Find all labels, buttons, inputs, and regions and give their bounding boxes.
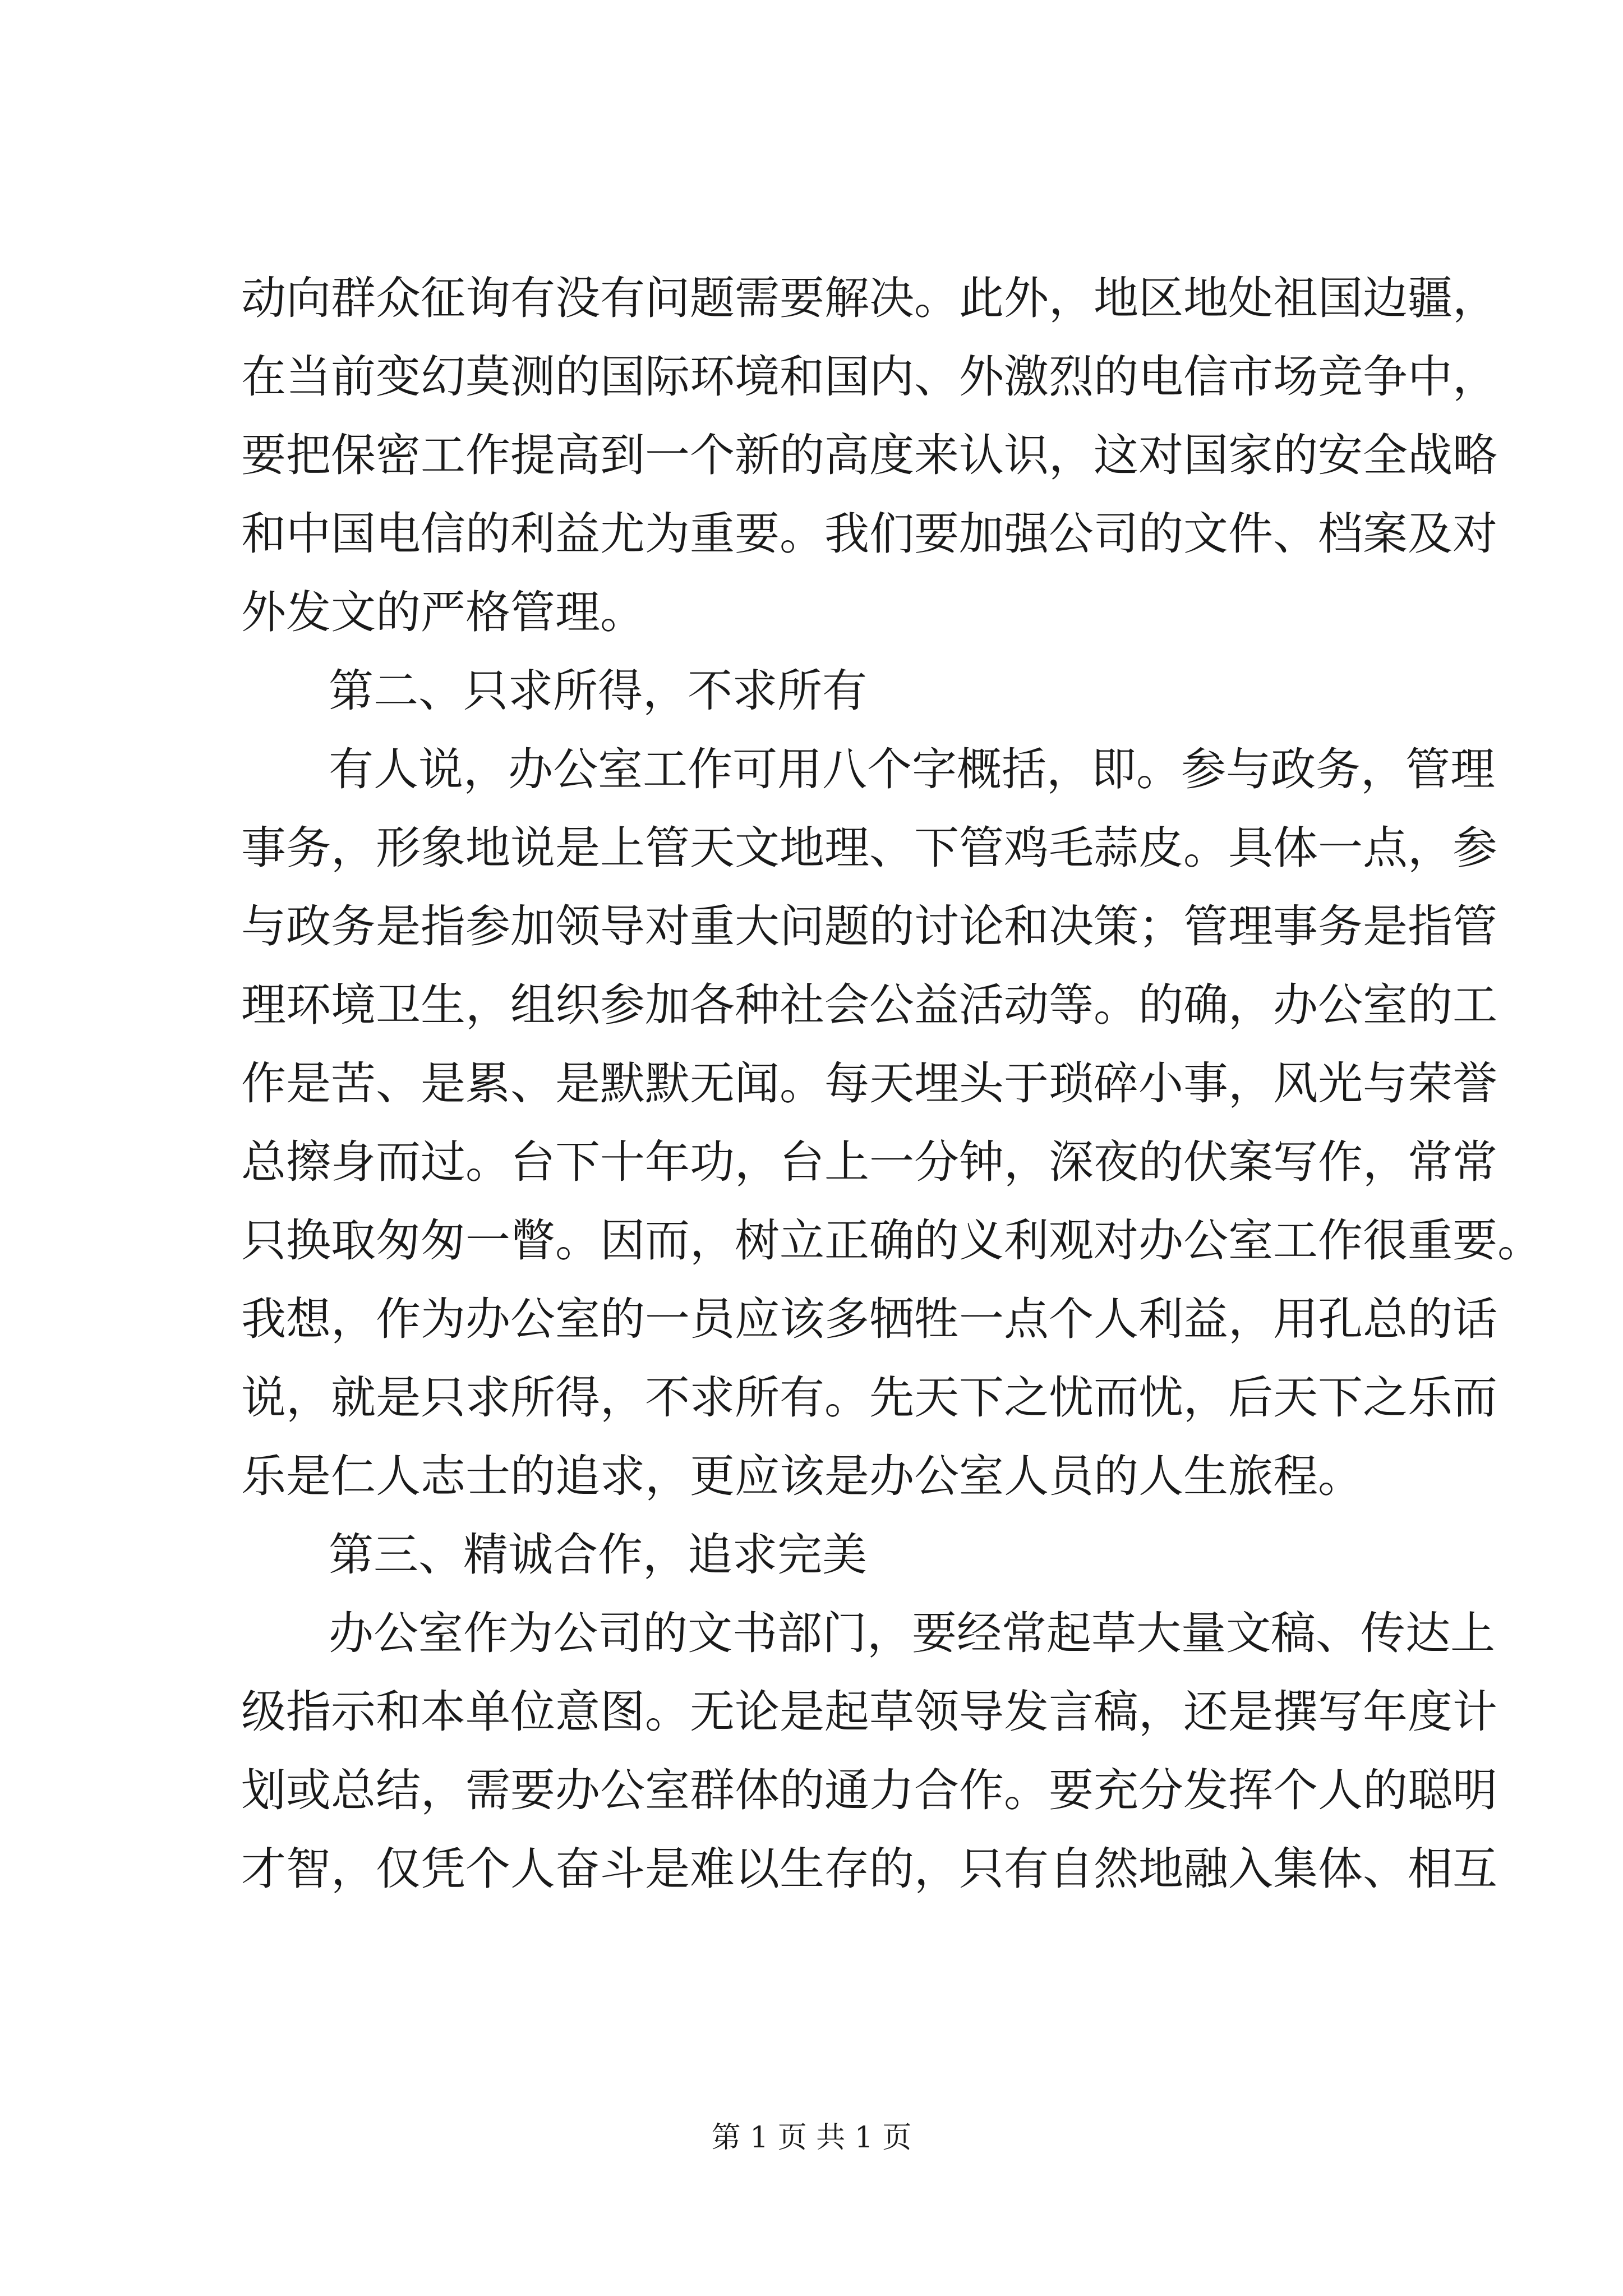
paragraph-line: 理环境卫生，组织参加各种社会公益活动等。的确，办公室的工 [241, 979, 1497, 1031]
paragraph-line: 只换取匆匆一瞥。因而，树立正确的义利观对办公室工作很重要。 [241, 1214, 1542, 1267]
paragraph-line: 动向群众征询有没有问题需要解决。此外，地区地处祖国边疆， [241, 272, 1497, 324]
paragraph-line: 级指示和本单位意图。无论是起草领导发言稿，还是撰写年度计 [241, 1686, 1497, 1738]
paragraph-line: 与政务是指参加领导对重大问题的讨论和决策；管理事务是指管 [241, 900, 1497, 953]
paragraph-line: 才智，仅凭个人奋斗是难以生存的，只有自然地融入集体、相互 [241, 1843, 1497, 1895]
paragraph-line: 办公室作为公司的文书部门，要经常起草大量文稿、传达上 [329, 1607, 1495, 1659]
paragraph-line: 说，就是只求所得，不求所有。先天下之忧而忧，后天下之乐而 [241, 1372, 1497, 1424]
paragraph-line: 我想，作为办公室的一员应该多牺牲一点个人利益，用孔总的话 [241, 1293, 1497, 1345]
paragraph-line: 要把保密工作提高到一个新的高度来认识，这对国家的安全战略 [241, 429, 1497, 481]
page-footer [0, 2118, 1623, 2157]
section-heading: 第三、精诚合作，追求完美 [329, 1529, 867, 1581]
page-number-label: 第 1 页 共 1 页 [711, 2121, 912, 2155]
section-heading: 第二、只求所得，不求所有 [329, 665, 867, 717]
paragraph-line: 乐是仁人志士的追求，更应该是办公室人员的人生旅程。 [241, 1450, 1363, 1502]
paragraph-line: 和中国电信的利益尤为重要。我们要加强公司的文件、档案及对 [241, 508, 1497, 560]
document-body [241, 259, 1542, 1908]
paragraph-line: 外发文的严格管理。 [241, 586, 645, 638]
paragraph-line: 划或总结，需要办公室群体的通力合作。要充分发挥个人的聪明 [241, 1764, 1497, 1816]
paragraph-line: 总擦身而过。台下十年功，台上一分钟，深夜的伏案写作，常常 [241, 1136, 1497, 1188]
paragraph-line: 在当前变幻莫测的国际环境和国内、外激烈的电信市场竞争中， [241, 351, 1497, 403]
paragraph-line: 事务，形象地说是上管天文地理、下管鸡毛蒜皮。具体一点，参 [241, 822, 1497, 874]
paragraph-line: 作是苦、是累、是默默无闻。每天埋头于琐碎小事，风光与荣誉 [241, 1057, 1497, 1110]
paragraph-line: 有人说，办公室工作可用八个字概括，即。参与政务，管理 [329, 743, 1495, 795]
